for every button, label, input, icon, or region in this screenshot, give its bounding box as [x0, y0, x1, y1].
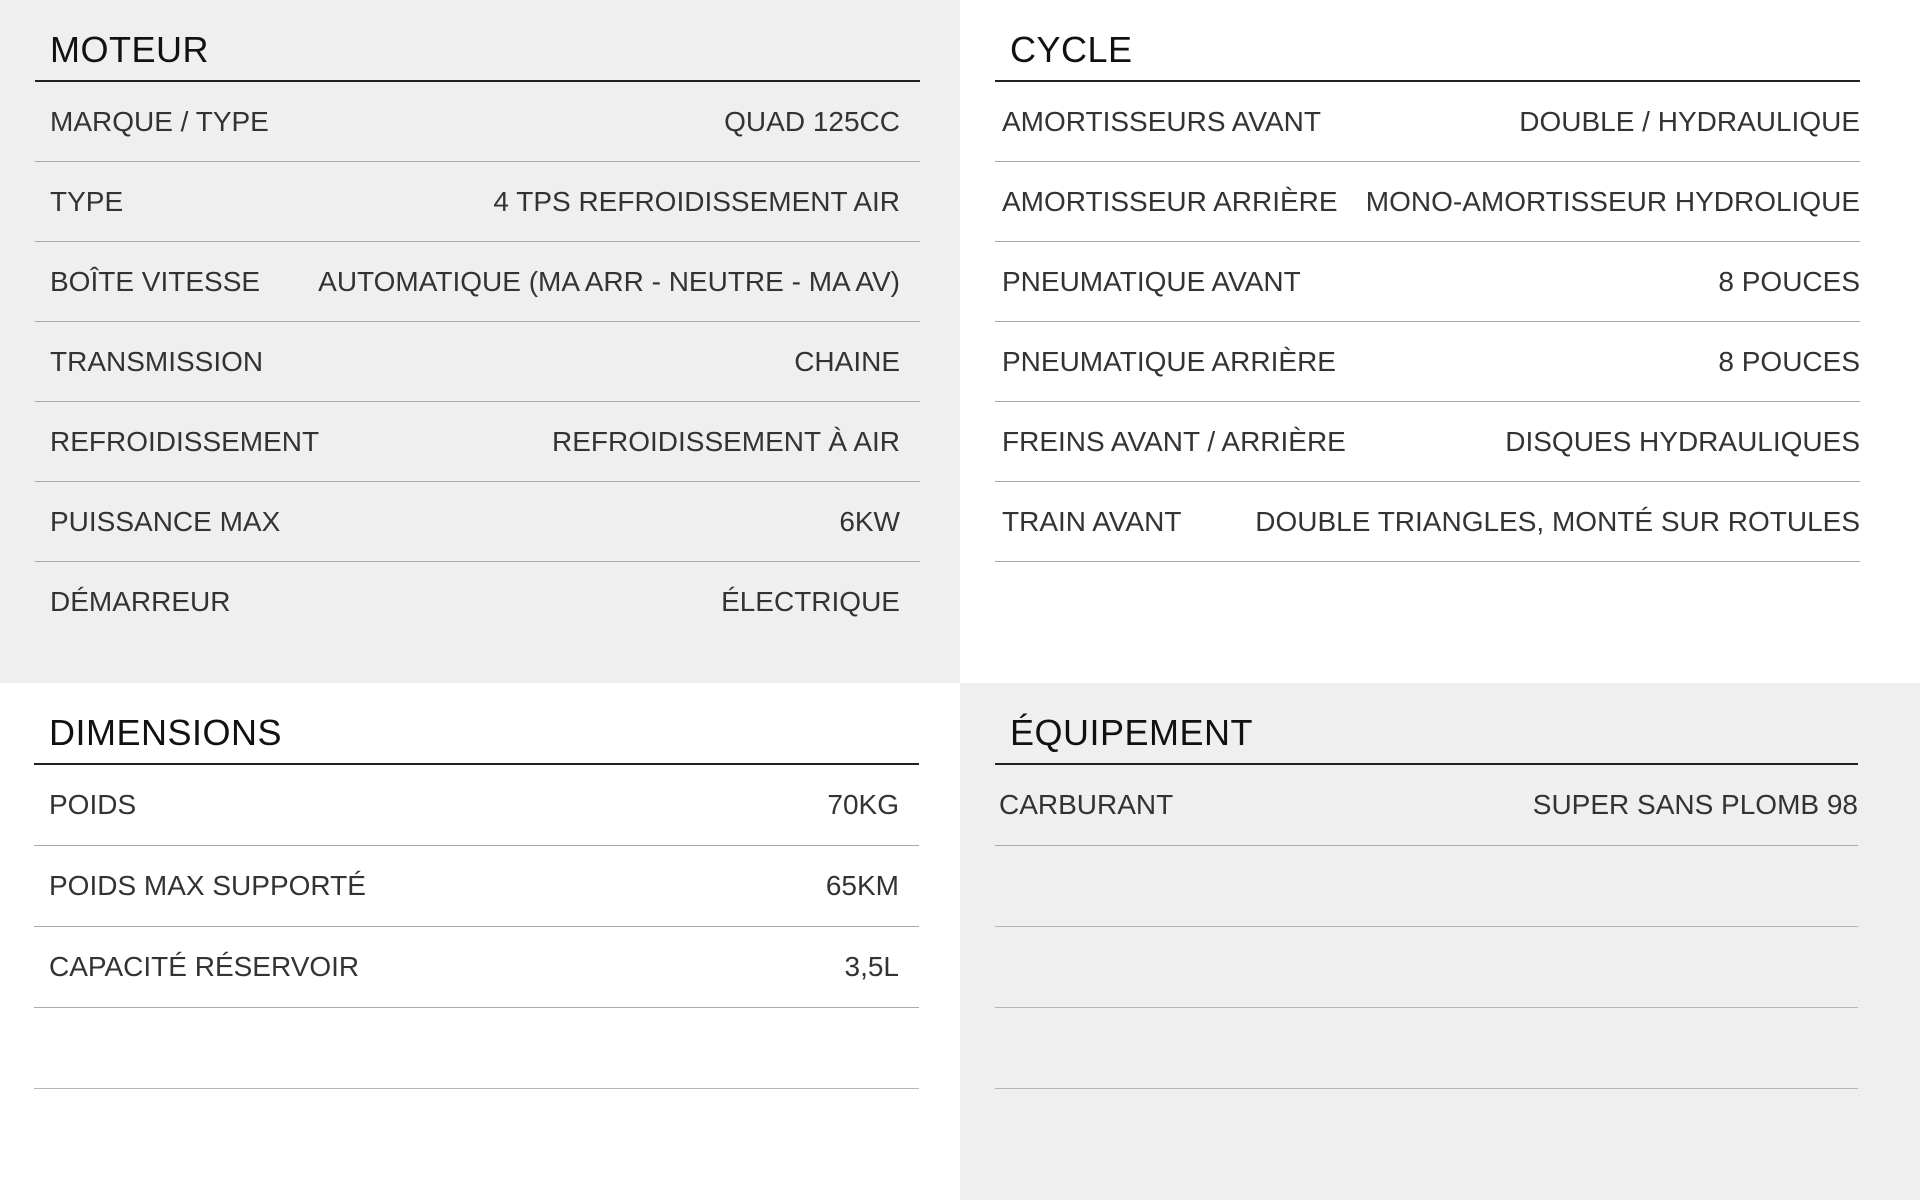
- section-title: CYCLE: [995, 28, 1860, 82]
- panel-dimensions: [0, 683, 960, 1200]
- spec-label: CAPACITÉ RÉSERVOIR: [49, 951, 360, 982]
- spec-row: [995, 482, 1860, 562]
- spec-label: PUISSANCE MAX: [50, 505, 281, 537]
- spec-value: DOUBLE / HYDRAULIQUE: [1519, 105, 1860, 137]
- spec-label: BOÎTE VITESSE: [50, 265, 261, 297]
- spec-row: [35, 562, 920, 642]
- spec-value: 65KM: [825, 870, 899, 901]
- spec-row: [35, 82, 920, 162]
- spec-label: AMORTISSEURS AVANT: [1002, 105, 1321, 137]
- section-dimensions: [34, 711, 919, 1089]
- spec-value: 4 TPS REFROIDISSEMENT AIR: [493, 185, 900, 217]
- panel-moteur: [0, 0, 960, 683]
- spec-label: AMORTISSEUR ARRIÈRE: [1002, 185, 1338, 217]
- spec-label: POIDS MAX SUPPORTÉ: [49, 870, 366, 901]
- spec-value: 6KW: [839, 505, 900, 537]
- spec-label: MARQUE / TYPE: [50, 105, 269, 137]
- spec-row: [35, 242, 920, 322]
- spec-value: ÉLECTRIQUE: [721, 586, 900, 617]
- spec-value: 8 POUCES: [1718, 345, 1860, 377]
- spec-label: TYPE: [50, 185, 124, 217]
- spec-row: [995, 402, 1860, 482]
- spec-row-empty: [995, 1008, 1858, 1089]
- spec-rows: [34, 765, 919, 1089]
- spec-label: TRAIN AVANT: [1002, 505, 1182, 537]
- spec-value: REFROIDISSEMENT À AIR: [552, 425, 900, 457]
- section-moteur: [35, 28, 920, 642]
- section-cycle: [995, 28, 1860, 562]
- spec-label: POIDS: [49, 789, 137, 820]
- spec-rows: [995, 82, 1860, 562]
- spec-row: [995, 242, 1860, 322]
- spec-row: [34, 927, 919, 1008]
- spec-value: CHAINE: [794, 345, 900, 377]
- spec-value: MONO-AMORTISSEUR HYDROLIQUE: [1365, 185, 1860, 217]
- panel-equipement: [960, 683, 1920, 1200]
- spec-row: [995, 162, 1860, 242]
- spec-label: CARBURANT: [999, 789, 1174, 820]
- spec-value: 3,5L: [844, 951, 899, 982]
- spec-label: PNEUMATIQUE ARRIÈRE: [1002, 345, 1336, 377]
- section-title: DIMENSIONS: [34, 711, 919, 765]
- spec-label: PNEUMATIQUE AVANT: [1002, 265, 1301, 297]
- section-equipement: [995, 711, 1858, 1089]
- spec-value: 8 POUCES: [1718, 265, 1860, 297]
- spec-label: REFROIDISSEMENT: [50, 425, 320, 457]
- spec-rows: [995, 765, 1858, 1089]
- spec-row: [35, 402, 920, 482]
- spec-value: SUPER SANS PLOMB 98: [1532, 789, 1858, 820]
- spec-row-empty: [34, 1008, 919, 1089]
- spec-row: [35, 162, 920, 242]
- spec-value: DISQUES HYDRAULIQUES: [1505, 425, 1860, 457]
- spec-row-empty: [995, 846, 1858, 927]
- spec-row: [34, 765, 919, 846]
- spec-value: 70KG: [827, 789, 899, 820]
- spec-label: TRANSMISSION: [50, 345, 264, 377]
- spec-label: FREINS AVANT / ARRIÈRE: [1002, 425, 1346, 457]
- spec-label: DÉMARREUR: [50, 586, 231, 617]
- spec-value: DOUBLE TRIANGLES, MONTÉ SUR ROTULES: [1255, 505, 1860, 537]
- spec-row: [35, 322, 920, 402]
- spec-rows: [35, 82, 920, 642]
- spec-row: [995, 765, 1858, 846]
- section-title: MOTEUR: [35, 28, 920, 82]
- spec-value: AUTOMATIQUE (MA ARR - NEUTRE - MA AV): [318, 265, 900, 297]
- spec-value: QUAD 125CC: [724, 105, 900, 137]
- spec-row: [35, 482, 920, 562]
- spec-row: [34, 846, 919, 927]
- spec-row: [995, 82, 1860, 162]
- spec-row-empty: [995, 927, 1858, 1008]
- section-title: ÉQUIPEMENT: [995, 711, 1858, 765]
- panel-cycle: [960, 0, 1920, 683]
- spec-row: [995, 322, 1860, 402]
